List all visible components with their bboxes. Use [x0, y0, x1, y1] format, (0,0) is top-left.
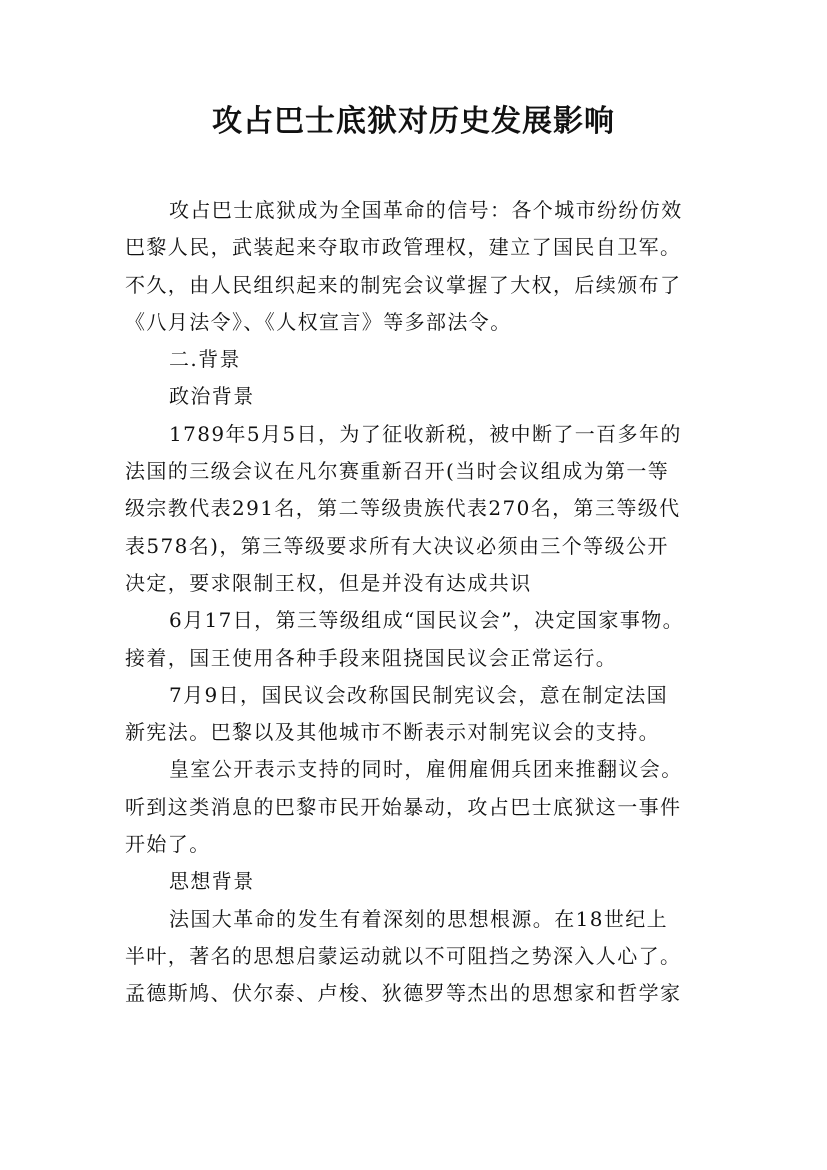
body-line: 听到这类消息的巴黎市民开始暴动，攻占巴士底狱这一事件: [125, 794, 682, 819]
body-line: 二.背景: [169, 347, 241, 372]
document-title: 攻占巴士底狱对历史发展影响: [212, 104, 615, 139]
body-line: 1789年5月5日，为了征收新税，被中断了一百多年的: [169, 421, 682, 446]
body-line: 不久，由人民组织起来的制宪会议掌握了大权，后续颁布了: [125, 272, 682, 297]
body-line: 7月9日，国民议会改称国民制宪议会，意在制定法国: [169, 682, 669, 707]
body-line: 巴黎人民，武装起来夺取市政管理权，建立了国民自卫军。: [125, 235, 682, 260]
body-line: 《八月法令》、《人权宣言》等多部法令。: [125, 309, 512, 334]
body-line: 政治背景: [169, 384, 255, 409]
body-line: 孟德斯鸠、伏尔泰、卢梭、狄德罗等杰出的思想家和哲学家: [125, 981, 682, 1006]
body-line: 半叶，著名的思想启蒙运动就以不可阻挡之势深入人心了。: [125, 943, 682, 968]
body-line: 决定，要求限制王权，但是并没有达成共识: [125, 570, 532, 595]
body-line: 接着，国王使用各种手段来阻挠国民议会正常运行。: [125, 645, 618, 670]
body-line: 新宪法。巴黎以及其他城市不断表示对制宪议会的支持。: [125, 720, 660, 745]
body-line: 攻占巴士底狱成为全国革命的信号：各个城市纷纷仿效: [169, 198, 683, 222]
body-line: 6月17日，第三等级组成“国民议会”，决定国家事物。: [169, 608, 685, 633]
body-line: 开始了。: [125, 832, 211, 857]
body-line: 法国大革命的发生有着深刻的思想根源。在18世纪上: [169, 906, 669, 931]
body-line: 级宗教代表291名，第二等级贵族代表270名，第三等级代: [125, 496, 681, 521]
body-line: 皇室公开表示支持的同时，雇佣雇佣兵团来推翻议会。: [169, 757, 683, 782]
body-line: 表578名)，第三等级要求所有大决议必须由三个等级公开: [125, 533, 669, 558]
body-line: 思想背景: [169, 869, 255, 894]
body-line: 法国的三级会议在凡尔赛重新召开(当时会议组成为第一等: [125, 459, 670, 484]
document-body: [125, 192, 715, 1013]
